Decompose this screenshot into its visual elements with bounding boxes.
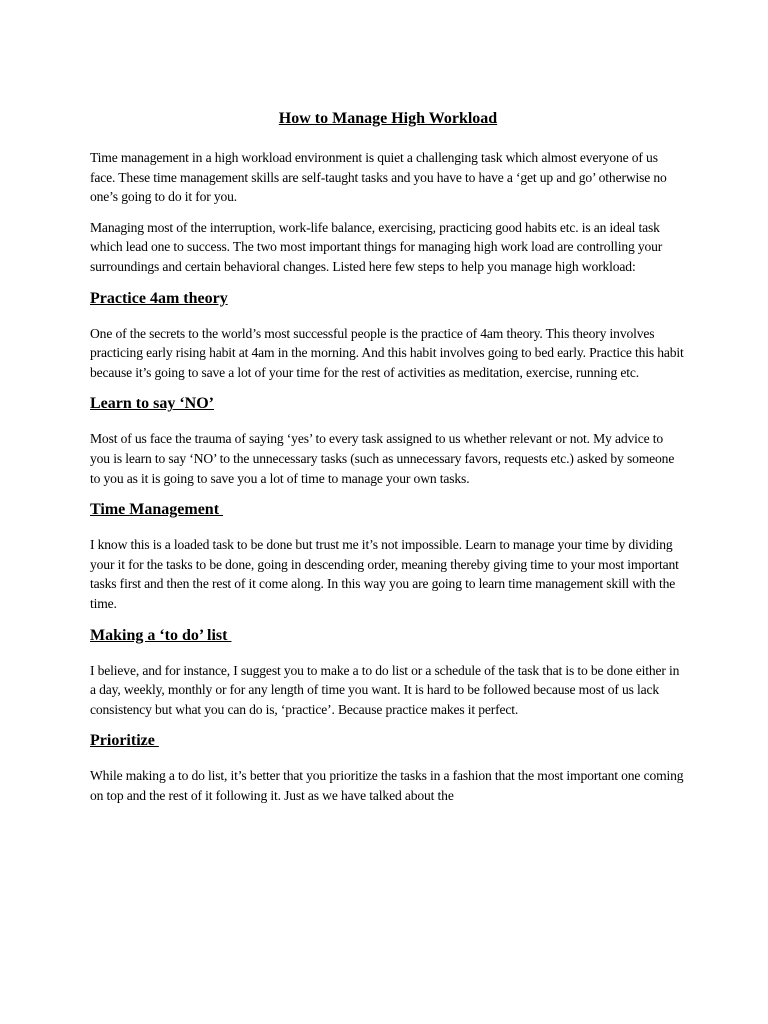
section-heading-todo-list: Making a ‘to do’ list [90,626,232,644]
section-heading-4am-theory: Practice 4am theory [90,289,228,307]
intro-paragraph-2: Managing most of the interruption, work-life balance, exercising, practicing good habits etc. is an ideal task which lead one to success. The two most important things for managing high work load are controlling your surroundings and certain behavioral changes. Listed here few steps to help you manage high workload: [90,219,663,274]
section-body-todo-list: I believe, and for instance, I suggest you to make a to do list or a schedule of the task that is to be done either in a day, weekly, monthly or for any length of time you want. It is hard to be followed because most of us lack consistency but what you can do is, ‘practice’. Because practice makes it perfect. [90,662,680,717]
intro-paragraph-1: Time management in a high workload environment is quiet a challenging task which almost everyone of us face. These time management skills are self-taught tasks and you have to have a ‘get up and go’ otherwise no one’s going to do it for you. [90,150,667,205]
section-body-say-no: Most of us face the trauma of saying ‘yes’ to every task assigned to us whether relevant or not. My advice to you is learn to say ‘NO’ to the unnecessary tasks (such as unnecessary favors, requests etc.) asked by someone to you as it is going to save you a lot of time to manage your own tasks. [90,431,675,486]
section-heading-time-management: Time Management [90,501,224,519]
section-heading-say-no: Learn to say ‘NO’ [90,395,214,413]
section-body-time-management: I know this is a loaded task to be done but trust me it’s not impossible. Learn to manage your time by dividing your it for the tasks to be done, going in descending order, meaning thereby giving time to your most important tasks first and then the rest of it come along. In this way you are going to learn time management skill with the time. [90,537,679,611]
document-page [90,108,686,816]
section-body-4am-theory: One of the secrets to the world’s most successful people is the practice of 4am theory. This theory involves practicing early rising habit at 4am in the morning. And this habit involves going to bed early. Practice this habit because it’s going to save a lot of your time for the rest of activities as meditation, exercise, running etc. [90,325,684,380]
section-body-prioritize: While making a to do list, it’s better that you prioritize the tasks in a fashion that the most important one coming on top and the rest of it following it. Just as we have talked about the [90,768,684,803]
section-heading-prioritize: Prioritize [90,732,159,750]
document-title: How to Manage High Workload [278,110,498,127]
